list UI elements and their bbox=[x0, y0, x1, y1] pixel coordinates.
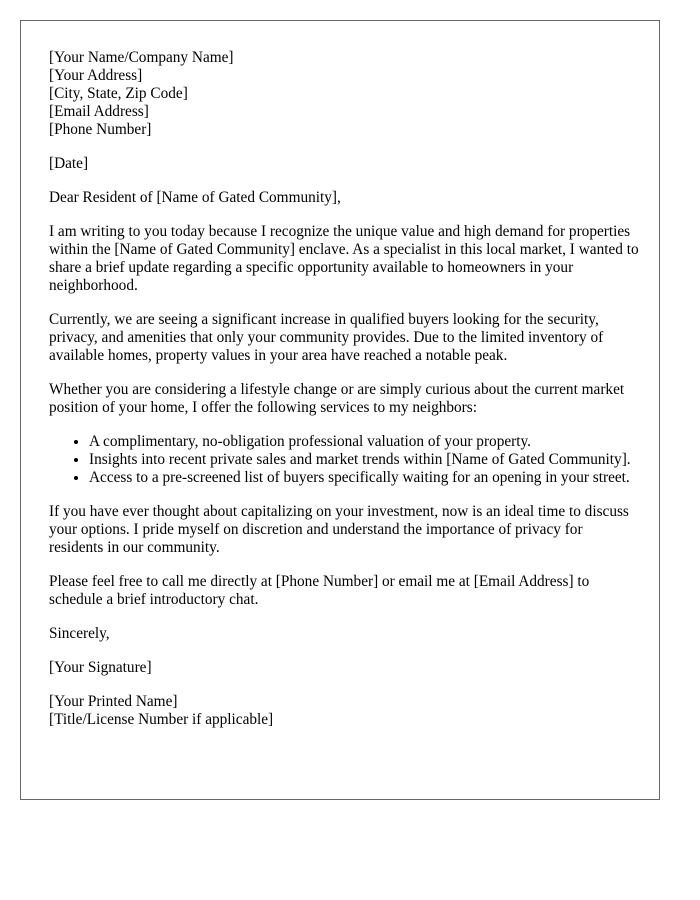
letter-page bbox=[20, 20, 660, 800]
signature: [Your Signature] bbox=[49, 659, 152, 676]
sender-name: [Your Name/Company Name] bbox=[49, 49, 234, 66]
sender-address: [Your Address] bbox=[49, 67, 143, 84]
letter-date: [Date] bbox=[49, 155, 89, 172]
signer-block bbox=[49, 693, 639, 729]
paragraph-invitation: If you have ever thought about capitalizing on your investment, now is an ideal time to discuss your options. I pride myself on discretion and understand the importance of privacy for residents in our community. bbox=[49, 503, 629, 556]
salutation: Dear Resident of [Name of Gated Community], bbox=[49, 189, 341, 206]
sender-phone: [Phone Number] bbox=[49, 121, 152, 138]
sender-city-state-zip: [City, State, Zip Code] bbox=[49, 85, 188, 102]
paragraph-contact: Please feel free to call me directly at [Phone Number] or email me at [Email Address] to schedule a brief introductory chat. bbox=[49, 573, 590, 608]
list-item: • A complimentary, no-obligation professional valuation of your property. bbox=[89, 433, 639, 451]
services-list bbox=[49, 433, 639, 487]
printed-name: [Your Printed Name] bbox=[49, 693, 178, 710]
list-item: • Insights into recent private sales and market trends within [Name of Gated Community]. bbox=[89, 451, 639, 469]
paragraph-intro: I am writing to you today because I recognize the unique value and high demand for properties within the [Name of Gated Community] enclave. As a specialist in this local market, I wanted to share a brief update regarding a specific opportunity available to homeowners in your neighborhood. bbox=[49, 223, 639, 294]
signoff: Sincerely, bbox=[49, 625, 110, 642]
sender-email: [Email Address] bbox=[49, 103, 149, 120]
paragraph-services-intro: Whether you are considering a lifestyle change or are simply curious about the current market position of your home, I offer the following services to my neighbors: bbox=[49, 381, 625, 416]
list-item: • Access to a pre-screened list of buyers specifically waiting for an opening in your street. bbox=[89, 469, 639, 487]
letter-body bbox=[49, 49, 639, 729]
title-license: [Title/License Number if applicable] bbox=[49, 711, 274, 728]
sender-block bbox=[49, 49, 639, 139]
paragraph-market: Currently, we are seeing a significant increase in qualified buyers looking for the security, privacy, and amenities that only your community provides. Due to the limited inventory of available homes, property values in your area have reached a notable peak. bbox=[49, 311, 604, 364]
